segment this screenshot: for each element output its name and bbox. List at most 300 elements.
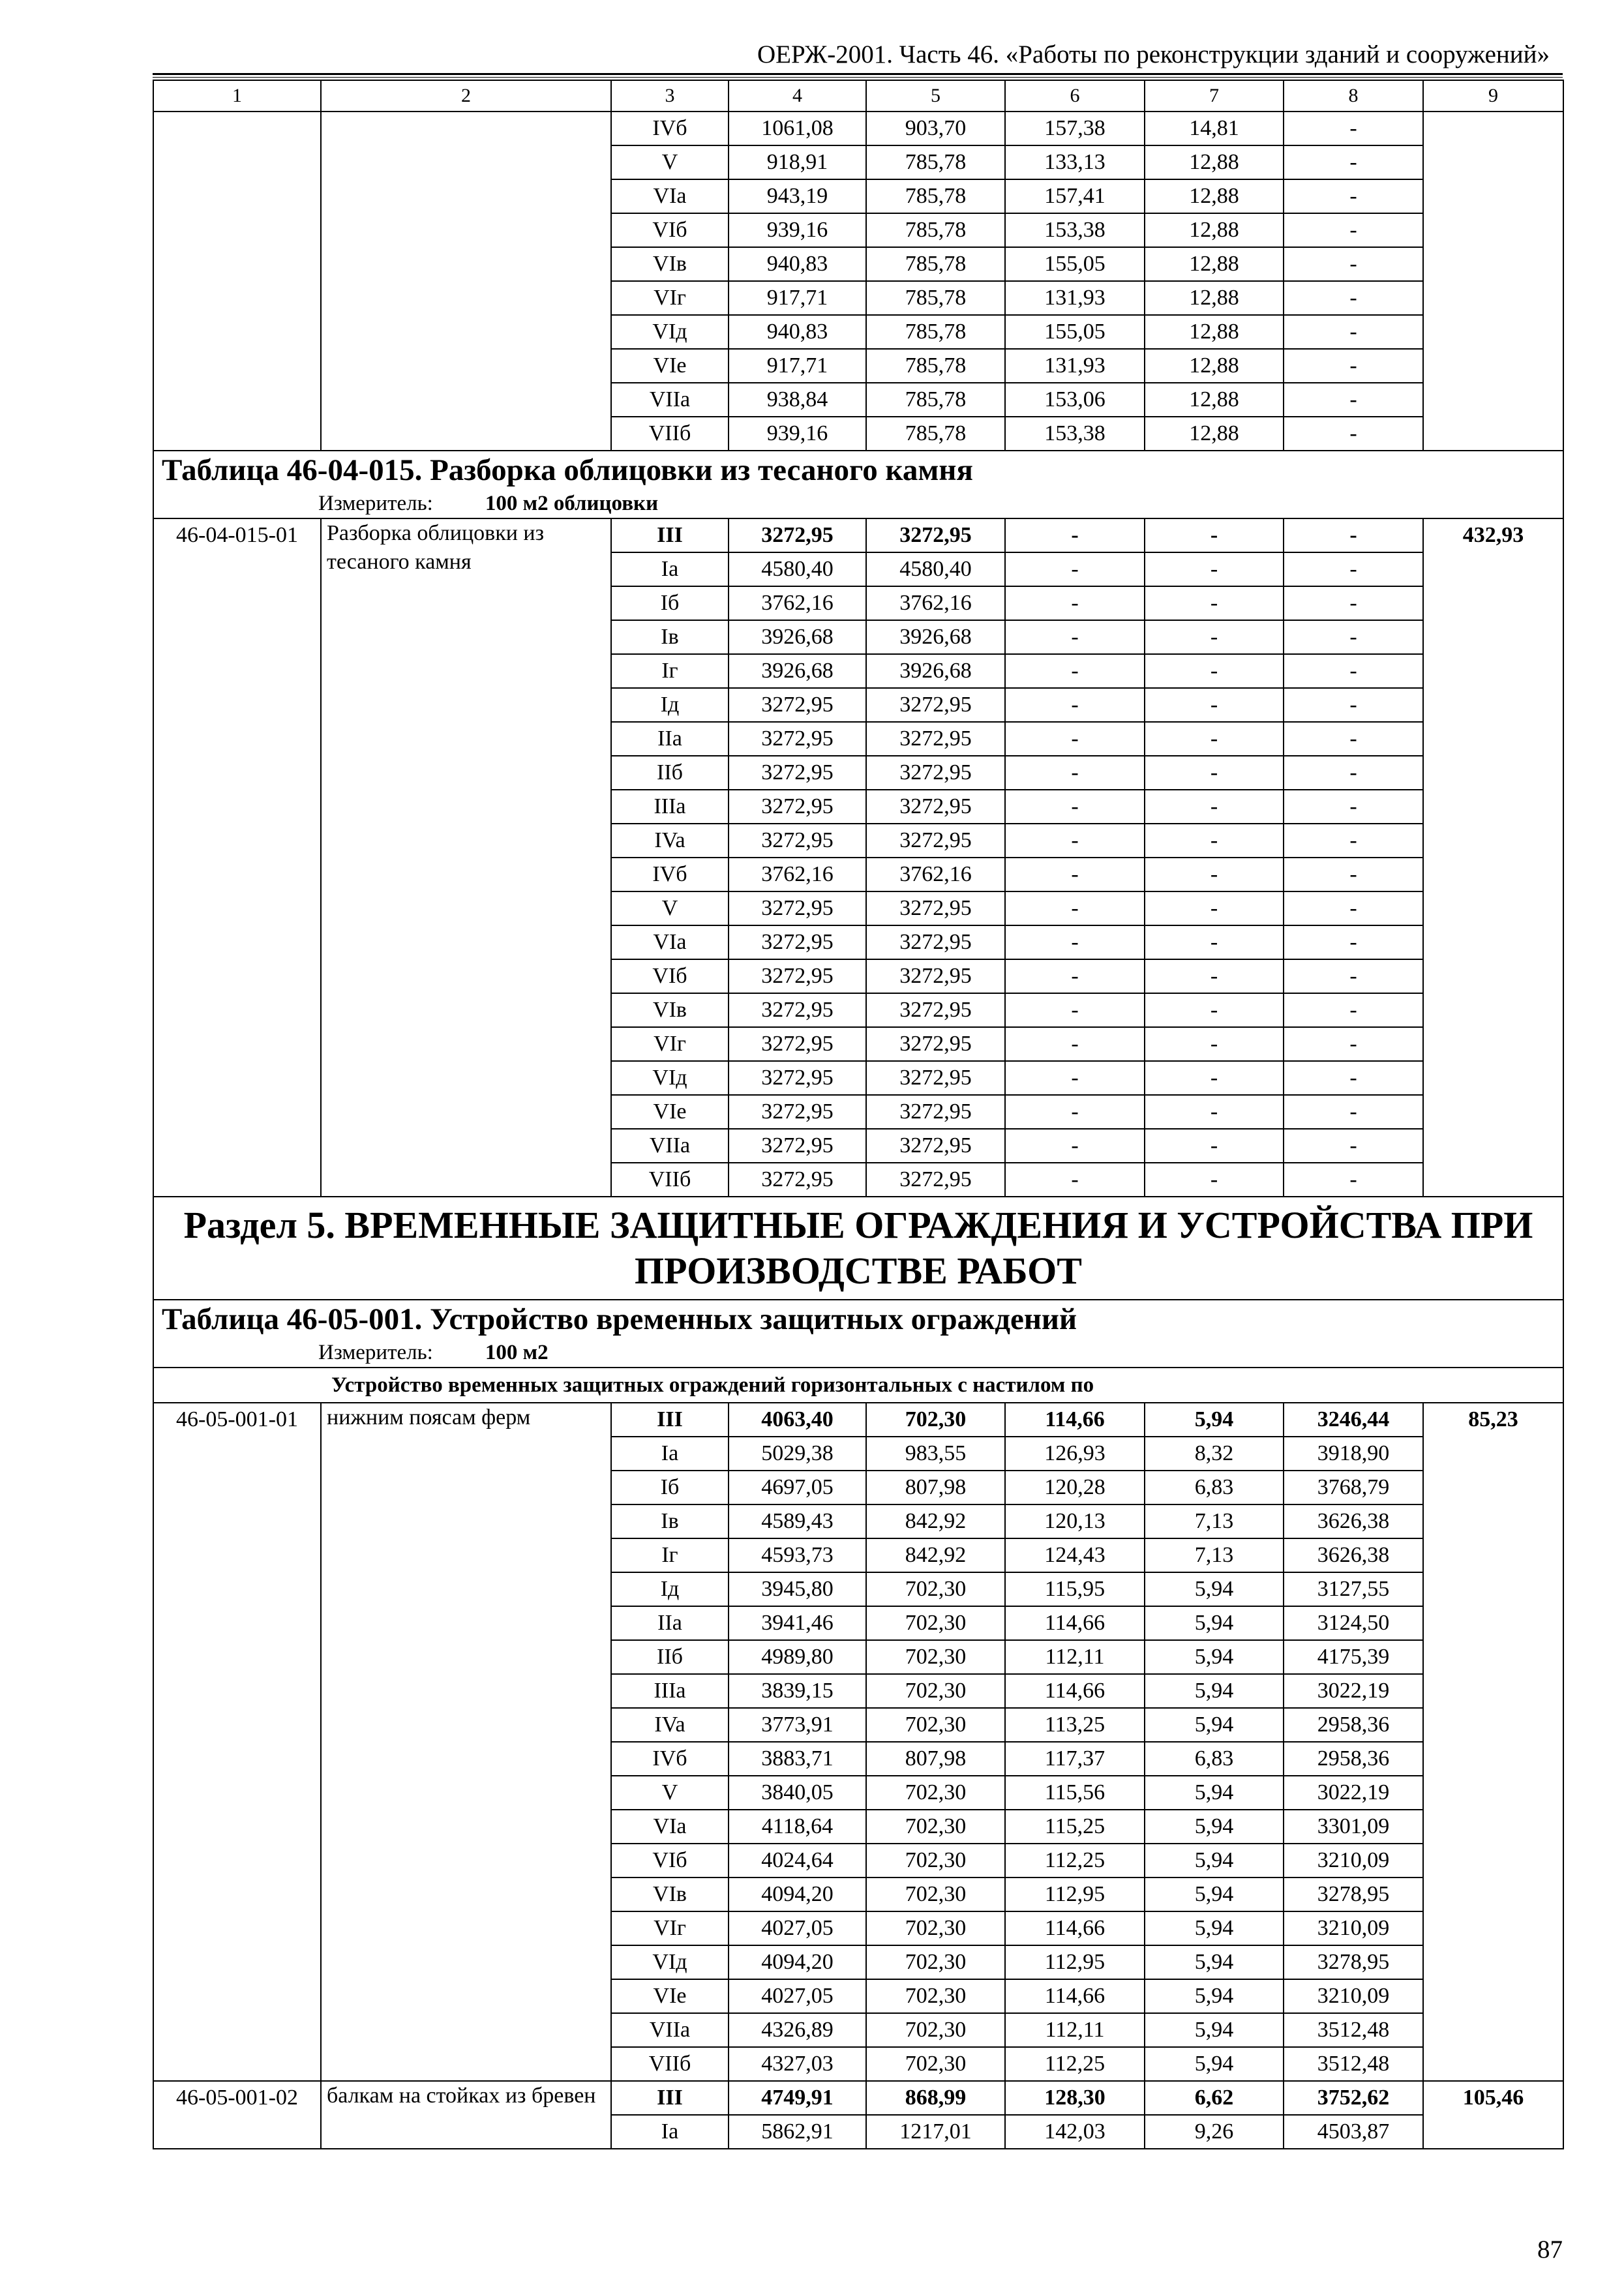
value-cell: 142,03 (1005, 2115, 1145, 2149)
meter-value: 100 м2 (485, 1341, 549, 1364)
value-cell: - (1284, 1163, 1423, 1197)
value-cell: 133,13 (1005, 145, 1145, 179)
zone-cell: VIб (611, 1844, 729, 1878)
value-cell: 3272,95 (866, 1129, 1005, 1163)
value-cell: - (1145, 790, 1284, 824)
zone-cell: IVa (611, 824, 729, 858)
value-cell: 4580,40 (729, 552, 866, 586)
zone-cell: IIб (611, 1640, 729, 1674)
value-cell: 12,88 (1145, 315, 1284, 349)
value-cell: - (1284, 925, 1423, 959)
column-number-row (153, 80, 1563, 112)
page-header: ОЕРЖ-2001. Часть 46. «Работы по реконструкции зданий и сооружений» (757, 40, 1550, 68)
value-cell: 3512,48 (1284, 2013, 1423, 2047)
value-cell: 155,05 (1005, 315, 1145, 349)
value-cell: 702,30 (866, 2047, 1005, 2081)
value-cell: 785,78 (866, 145, 1005, 179)
value-cell: - (1005, 959, 1145, 993)
value-cell: - (1005, 722, 1145, 756)
zone-cell: V (611, 1776, 729, 1810)
item-code: 46-05-001-02 (153, 2081, 321, 2149)
value-cell: - (1145, 552, 1284, 586)
zone-cell: Iв (611, 620, 729, 654)
value-cell: 3926,68 (729, 654, 866, 688)
zone-cell: Iб (611, 586, 729, 620)
value-cell: 3762,16 (866, 858, 1005, 891)
rates-table-body (153, 80, 1563, 2149)
column-number: 4 (729, 80, 866, 112)
value-cell: 702,30 (866, 1878, 1005, 1911)
value-cell: - (1284, 824, 1423, 858)
zone-cell: VIIб (611, 417, 729, 451)
value-cell: 4175,39 (1284, 1640, 1423, 1674)
value-cell: 1061,08 (729, 112, 866, 145)
value-cell: 3301,09 (1284, 1810, 1423, 1844)
value-cell: - (1005, 1061, 1145, 1095)
value-cell: 114,66 (1005, 1606, 1145, 1640)
value-cell: 3272,95 (729, 790, 866, 824)
zone-cell: VIe (611, 1979, 729, 2013)
zone-cell: Ia (611, 2115, 729, 2149)
value-cell: - (1284, 349, 1423, 383)
rate-row (153, 2081, 1563, 2115)
value-cell: 3626,38 (1284, 1504, 1423, 1538)
value-cell: 5,94 (1145, 1844, 1284, 1878)
value-cell: - (1284, 891, 1423, 925)
value-cell: 4593,73 (729, 1538, 866, 1572)
value-cell: 5,94 (1145, 1945, 1284, 1979)
value-cell: - (1145, 722, 1284, 756)
value-cell: 131,93 (1005, 281, 1145, 315)
value-cell: - (1284, 179, 1423, 213)
value-cell: - (1145, 993, 1284, 1027)
value-cell: 4024,64 (729, 1844, 866, 1878)
value-cell: 785,78 (866, 247, 1005, 281)
zone-cell: VIв (611, 993, 729, 1027)
value-cell: 6,62 (1145, 2081, 1284, 2115)
page-number: 87 (1537, 2236, 1563, 2264)
value-cell: - (1005, 620, 1145, 654)
value-cell: - (1005, 552, 1145, 586)
value-cell: 3272,95 (729, 756, 866, 790)
value-cell: - (1284, 383, 1423, 417)
value-cell: - (1284, 518, 1423, 552)
zone-cell: VIe (611, 349, 729, 383)
value-cell: 131,93 (1005, 349, 1145, 383)
value-cell: 3762,16 (729, 858, 866, 891)
value-cell: 3022,19 (1284, 1776, 1423, 1810)
value-cell: 702,30 (866, 2013, 1005, 2047)
value-cell: 112,25 (1005, 1844, 1145, 1878)
value-cell: - (1005, 891, 1145, 925)
value-cell: 114,66 (1005, 1911, 1145, 1945)
value-cell: 3626,38 (1284, 1538, 1423, 1572)
zone-cell: VIIб (611, 1163, 729, 1197)
value-cell: 3272,95 (866, 688, 1005, 722)
value-cell: 3210,09 (1284, 1979, 1423, 2013)
table-title (153, 451, 1563, 518)
value-cell: - (1284, 1027, 1423, 1061)
value-cell: 3272,95 (729, 959, 866, 993)
value-cell: 3272,95 (729, 518, 866, 552)
column-number: 2 (321, 80, 611, 112)
value-cell: 4094,20 (729, 1878, 866, 1911)
value-cell: - (1284, 213, 1423, 247)
value-cell: - (1284, 993, 1423, 1027)
value-cell: - (1005, 993, 1145, 1027)
value-cell: - (1284, 1129, 1423, 1163)
value-cell: 4118,64 (729, 1810, 866, 1844)
value-cell: 12,88 (1145, 145, 1284, 179)
value-cell: 153,06 (1005, 383, 1145, 417)
value-cell: 3272,95 (729, 1061, 866, 1095)
value-cell: - (1284, 112, 1423, 145)
meter (162, 1338, 1563, 1367)
value-cell: 3762,16 (866, 586, 1005, 620)
value-cell: 3272,95 (866, 722, 1005, 756)
value-cell: 12,88 (1145, 247, 1284, 281)
value-cell: - (1284, 586, 1423, 620)
value-cell: 3278,95 (1284, 1878, 1423, 1911)
header-rule (153, 73, 1563, 75)
value-cell: 5,94 (1145, 2013, 1284, 2047)
section-row (153, 1197, 1563, 1300)
value-cell: 938,84 (729, 383, 866, 417)
value-cell: 807,98 (866, 1742, 1005, 1776)
header-rule-thin (153, 77, 1563, 78)
value-cell: 702,30 (866, 1674, 1005, 1708)
value-cell: 4063,40 (729, 1403, 866, 1437)
item-total: 432,93 (1423, 518, 1563, 1197)
value-cell: 4503,87 (1284, 2115, 1423, 2149)
value-cell: - (1284, 315, 1423, 349)
value-cell: 5,94 (1145, 1878, 1284, 1911)
value-cell: 3210,09 (1284, 1911, 1423, 1945)
value-cell: - (1145, 518, 1284, 552)
value-cell: 3762,16 (729, 586, 866, 620)
value-cell: 153,38 (1005, 417, 1145, 451)
item-name-empty (321, 112, 611, 451)
value-cell: - (1005, 1027, 1145, 1061)
value-cell: 12,88 (1145, 281, 1284, 315)
value-cell: 983,55 (866, 1437, 1005, 1471)
value-cell: 112,95 (1005, 1878, 1145, 1911)
value-cell: 918,91 (729, 145, 866, 179)
value-cell: - (1145, 925, 1284, 959)
section-title: Раздел 5. ВРЕМЕННЫЕ ЗАЩИТНЫЕ ОГРАЖДЕНИЯ И УСТРОЙСТВА ПРИ ПРОИЗВОДСТВЕ РАБОТ (153, 1197, 1563, 1300)
zone-cell: IVб (611, 1742, 729, 1776)
value-cell: 842,92 (866, 1538, 1005, 1572)
value-cell: 120,28 (1005, 1471, 1145, 1504)
rate-row (153, 1403, 1563, 1437)
value-cell: - (1284, 688, 1423, 722)
value-cell: 5,94 (1145, 1810, 1284, 1844)
value-cell: 4094,20 (729, 1945, 866, 1979)
value-cell: 785,78 (866, 281, 1005, 315)
value-cell: 8,32 (1145, 1437, 1284, 1471)
value-cell: - (1145, 959, 1284, 993)
zone-cell: IIб (611, 756, 729, 790)
value-cell: - (1284, 247, 1423, 281)
zone-cell: IIa (611, 1606, 729, 1640)
value-cell: 114,66 (1005, 1979, 1145, 2013)
value-cell: - (1145, 858, 1284, 891)
column-number: 8 (1284, 80, 1423, 112)
table-title-row (153, 1300, 1563, 1368)
value-cell: - (1005, 1129, 1145, 1163)
value-cell: 3752,62 (1284, 2081, 1423, 2115)
table-title (153, 1300, 1563, 1368)
value-cell: 2958,36 (1284, 1742, 1423, 1776)
value-cell: 702,30 (866, 1640, 1005, 1674)
value-cell: 14,81 (1145, 112, 1284, 145)
value-cell: 3926,68 (729, 620, 866, 654)
zone-cell: VIд (611, 1945, 729, 1979)
zone-cell: Iб (611, 1471, 729, 1504)
zone-cell: Iг (611, 654, 729, 688)
zone-cell: IIIa (611, 790, 729, 824)
value-cell: 842,92 (866, 1504, 1005, 1538)
value-cell: 943,19 (729, 179, 866, 213)
value-cell: 3773,91 (729, 1708, 866, 1742)
value-cell: 3883,71 (729, 1742, 866, 1776)
value-cell: - (1005, 756, 1145, 790)
value-cell: 940,83 (729, 315, 866, 349)
value-cell: 940,83 (729, 247, 866, 281)
value-cell: - (1145, 1027, 1284, 1061)
value-cell: 112,11 (1005, 2013, 1145, 2047)
value-cell: 5,94 (1145, 1776, 1284, 1810)
value-cell: 4697,05 (729, 1471, 866, 1504)
value-cell: 1217,01 (866, 2115, 1005, 2149)
value-cell: 4027,05 (729, 1911, 866, 1945)
value-cell: 3272,95 (866, 1095, 1005, 1129)
value-cell: 3272,95 (866, 959, 1005, 993)
value-cell: 5,94 (1145, 1403, 1284, 1437)
zone-cell: Iд (611, 688, 729, 722)
value-cell: 702,30 (866, 1979, 1005, 2013)
value-cell: - (1005, 654, 1145, 688)
value-cell: - (1284, 145, 1423, 179)
value-cell: 3918,90 (1284, 1437, 1423, 1471)
value-cell: 7,13 (1145, 1538, 1284, 1572)
meter-value: 100 м2 облицовки (485, 492, 659, 515)
value-cell: 112,11 (1005, 1640, 1145, 1674)
value-cell: 3272,95 (866, 1027, 1005, 1061)
value-cell: - (1145, 620, 1284, 654)
zone-cell: III (611, 1403, 729, 1437)
value-cell: 3839,15 (729, 1674, 866, 1708)
column-number: 5 (866, 80, 1005, 112)
zone-cell: VIIб (611, 2047, 729, 2081)
value-cell: 5029,38 (729, 1437, 866, 1471)
zone-cell: VIa (611, 179, 729, 213)
value-cell: 3272,95 (866, 790, 1005, 824)
value-cell: - (1284, 790, 1423, 824)
zone-cell: IVa (611, 1708, 729, 1742)
value-cell: - (1005, 688, 1145, 722)
value-cell: 785,78 (866, 383, 1005, 417)
value-cell: 868,99 (866, 2081, 1005, 2115)
table-title-text: Таблица 46-04-015. Разборка облицовки из тесаного камня (162, 453, 973, 487)
value-cell: 917,71 (729, 349, 866, 383)
value-cell: 114,66 (1005, 1403, 1145, 1437)
zone-cell: Iг (611, 1538, 729, 1572)
value-cell: - (1005, 790, 1145, 824)
value-cell: 3272,95 (866, 824, 1005, 858)
value-cell: 5,94 (1145, 1640, 1284, 1674)
value-cell: 939,16 (729, 417, 866, 451)
value-cell: 157,38 (1005, 112, 1145, 145)
value-cell: 3124,50 (1284, 1606, 1423, 1640)
value-cell: 117,37 (1005, 1742, 1145, 1776)
value-cell: - (1284, 654, 1423, 688)
value-cell: 3272,95 (866, 1061, 1005, 1095)
column-number: 6 (1005, 80, 1145, 112)
zone-cell: IVб (611, 112, 729, 145)
value-cell: 785,78 (866, 417, 1005, 451)
column-number: 3 (611, 80, 729, 112)
rate-row (153, 518, 1563, 552)
value-cell: 124,43 (1005, 1538, 1145, 1572)
value-cell: 5,94 (1145, 1911, 1284, 1945)
value-cell: 3840,05 (729, 1776, 866, 1810)
value-cell: 5,94 (1145, 1979, 1284, 2013)
value-cell: - (1145, 654, 1284, 688)
value-cell: 5,94 (1145, 1674, 1284, 1708)
value-cell: 3272,95 (866, 518, 1005, 552)
value-cell: 3272,95 (729, 1095, 866, 1129)
zone-cell: VIд (611, 1061, 729, 1095)
value-cell: 3926,68 (866, 620, 1005, 654)
column-number: 7 (1145, 80, 1284, 112)
value-cell: - (1145, 688, 1284, 722)
value-cell: 3926,68 (866, 654, 1005, 688)
value-cell: 12,88 (1145, 179, 1284, 213)
value-cell: 2958,36 (1284, 1708, 1423, 1742)
value-cell: - (1005, 586, 1145, 620)
value-cell: 3272,95 (729, 925, 866, 959)
value-cell: 702,30 (866, 1403, 1005, 1437)
zone-cell: VIIa (611, 1129, 729, 1163)
value-cell: - (1005, 518, 1145, 552)
value-cell: 3210,09 (1284, 1844, 1423, 1878)
value-cell: 785,78 (866, 213, 1005, 247)
zone-cell: VIIa (611, 383, 729, 417)
zone-cell: Iд (611, 1572, 729, 1606)
item-total: 85,23 (1423, 1403, 1563, 2081)
zone-cell: IIa (611, 722, 729, 756)
value-cell: 702,30 (866, 1810, 1005, 1844)
value-cell: 5,94 (1145, 1606, 1284, 1640)
zone-cell: VIг (611, 1911, 729, 1945)
value-cell: 3246,44 (1284, 1403, 1423, 1437)
value-cell: - (1284, 552, 1423, 586)
meter (162, 489, 1563, 518)
value-cell: 157,41 (1005, 179, 1145, 213)
item-name: нижним поясам ферм (321, 1403, 611, 2081)
item-name: балкам на стойках из бревен (321, 2081, 611, 2149)
value-cell: 3272,95 (866, 1163, 1005, 1197)
column-number: 9 (1423, 80, 1563, 112)
value-cell: - (1284, 722, 1423, 756)
value-cell: 115,25 (1005, 1810, 1145, 1844)
value-cell: 9,26 (1145, 2115, 1284, 2149)
value-cell: 702,30 (866, 1776, 1005, 1810)
value-cell: - (1005, 1163, 1145, 1197)
value-cell: 12,88 (1145, 349, 1284, 383)
value-cell: 4580,40 (866, 552, 1005, 586)
value-cell: 702,30 (866, 1606, 1005, 1640)
value-cell: 3272,95 (729, 891, 866, 925)
value-cell: 126,93 (1005, 1437, 1145, 1471)
value-cell: - (1284, 417, 1423, 451)
value-cell: - (1005, 824, 1145, 858)
value-cell: 702,30 (866, 1945, 1005, 1979)
value-cell: 3272,95 (729, 1163, 866, 1197)
zone-cell: VIв (611, 1878, 729, 1911)
value-cell: 3272,95 (866, 993, 1005, 1027)
value-cell: - (1284, 756, 1423, 790)
item-code: 46-05-001-01 (153, 1403, 321, 2081)
value-cell: - (1284, 959, 1423, 993)
zone-cell: VIд (611, 315, 729, 349)
value-cell: - (1145, 1095, 1284, 1129)
value-cell: 6,83 (1145, 1742, 1284, 1776)
value-cell: 785,78 (866, 315, 1005, 349)
value-cell: 3278,95 (1284, 1945, 1423, 1979)
value-cell: - (1284, 1095, 1423, 1129)
rate-row (153, 112, 1563, 145)
table-title-text: Таблица 46-05-001. Устройство временных защитных ограждений (162, 1302, 1077, 1336)
value-cell: 3945,80 (729, 1572, 866, 1606)
value-cell: 115,56 (1005, 1776, 1145, 1810)
value-cell: 5,94 (1145, 1572, 1284, 1606)
value-cell: - (1145, 1129, 1284, 1163)
zone-cell: VIe (611, 1095, 729, 1129)
value-cell: 112,25 (1005, 2047, 1145, 2081)
value-cell: - (1284, 620, 1423, 654)
value-cell: 939,16 (729, 213, 866, 247)
value-cell: 3768,79 (1284, 1471, 1423, 1504)
zone-cell: VIб (611, 213, 729, 247)
value-cell: 3272,95 (866, 925, 1005, 959)
zone-cell: VIa (611, 925, 729, 959)
zone-cell: V (611, 145, 729, 179)
value-cell: - (1145, 824, 1284, 858)
value-cell: 5,94 (1145, 2047, 1284, 2081)
value-cell: 3272,95 (729, 824, 866, 858)
value-cell: 5,94 (1145, 1708, 1284, 1742)
value-cell: 12,88 (1145, 383, 1284, 417)
table-title-row (153, 451, 1563, 518)
item-code: 46-04-015-01 (153, 518, 321, 1197)
meter-label: Измеритель: (318, 1341, 433, 1364)
value-cell: 115,95 (1005, 1572, 1145, 1606)
zone-cell: Ia (611, 1437, 729, 1471)
value-cell: 153,38 (1005, 213, 1145, 247)
item-name: Разборка облицовки из тесаного камня (321, 518, 611, 1197)
value-cell: 702,30 (866, 1708, 1005, 1742)
zone-cell: VIб (611, 959, 729, 993)
value-cell: 3272,95 (729, 1129, 866, 1163)
value-cell: 917,71 (729, 281, 866, 315)
value-cell: 702,30 (866, 1911, 1005, 1945)
value-cell: 3272,95 (729, 688, 866, 722)
value-cell: 785,78 (866, 179, 1005, 213)
zone-cell: Ia (611, 552, 729, 586)
value-cell: - (1284, 1061, 1423, 1095)
